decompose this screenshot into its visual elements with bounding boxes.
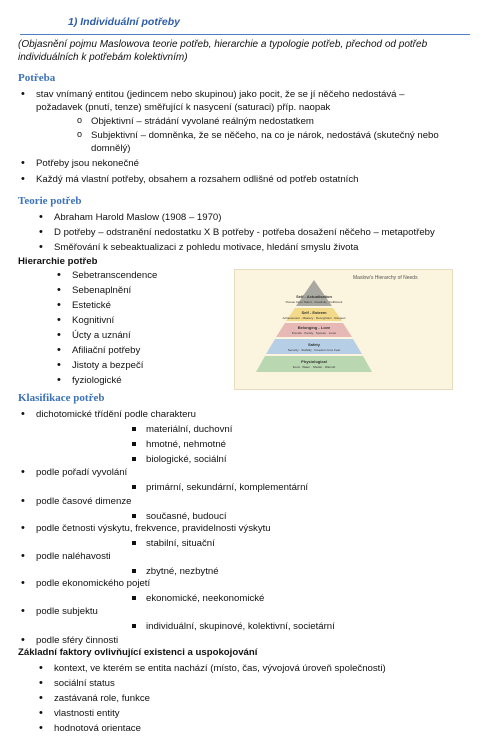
- section-title-bar: [20, 12, 470, 35]
- klasifikace-group: • podle ekonomického pojetí: [36, 577, 150, 590]
- pyramid-level-desc: Achievement · Mastery · Recognition · Respect: [282, 316, 346, 320]
- heading-faktory: Základní faktory ovlivňující existenci a uspokojování: [18, 647, 258, 658]
- klasifikace-subitem: primární, sekundární, komplementární: [146, 482, 309, 493]
- heading-potreba: Potřeba: [18, 72, 56, 84]
- hierarchie-item: • Sebetranscendence: [72, 269, 157, 282]
- hierarchie-item: • Afiliační potřeby: [72, 344, 140, 357]
- klasifikace-group: • podle pořadí vyvolání: [36, 466, 127, 479]
- klasifikace-group: • podle sféry činnosti: [36, 634, 118, 647]
- pyramid-level-desc: Pursue Inner Talent · Creativity · Fulfilment: [285, 300, 343, 304]
- klasifikace-group: • dichotomické třídění podle charakteru: [36, 408, 196, 421]
- hierarchie-item: • Úcty a uznání: [72, 329, 131, 342]
- section-title: 1) Individuální potřeby: [68, 16, 181, 28]
- hierarchie-item: • Kognitivní: [72, 314, 114, 327]
- pyramid-level-name: Self - Esteem: [301, 310, 327, 315]
- teorie-item: • Abraham Harold Maslow (1908 – 1970): [54, 211, 221, 224]
- klasifikace-subitem: biologické, sociální: [146, 454, 227, 465]
- faktory-item: • zastávaná role, funkce: [54, 692, 150, 705]
- bullet-potreba-1: • stav vnímaný entitou (jedincem nebo skupinou) jako pocit, že se jí něčeho nedostává –: [36, 88, 405, 101]
- klasifikace-group: • podle četnosti výskytu, frekvence, pravidelnosti výskytu: [36, 522, 271, 535]
- teorie-item: • D potřeby – odstranění nedostatku X B potřeby - potřeba dosažení něčeho – metapotřeby: [54, 226, 435, 239]
- bullet-potreba-2: • Potřeby jsou nekonečné: [36, 157, 139, 170]
- faktory-item: • kontext, ve kterém se entita nachází (místo, čas, vývojová úroveň společnosti): [54, 662, 386, 675]
- sub-bullet-subjektivni-cont: domnělý): [91, 143, 131, 154]
- faktory-item: • vlastnosti entity: [54, 707, 120, 720]
- pyramid-level-desc: Food · Water · Shelter · Warmth: [292, 365, 336, 369]
- hierarchie-item: • Jistoty a bezpečí: [72, 359, 143, 372]
- heading-hierarchie: Hierarchie potřeb: [18, 256, 98, 267]
- pyramid-level-name: Physiological: [301, 359, 327, 364]
- sub-bullet-objektivni: o Objektivní – strádání vyvolané reálným nedostatkem: [91, 115, 314, 128]
- bullet-potreba-3: • Každý má vlastní potřeby, obsahem a rozsahem odlišné od potřeb ostatních: [36, 173, 358, 186]
- maslow-pyramid-figure: [234, 269, 453, 390]
- klasifikace-subitem: zbytné, nezbytné: [146, 566, 219, 577]
- pyramid-graphic: [235, 270, 454, 391]
- faktory-item: • sociální status: [54, 677, 115, 690]
- hierarchie-item: • Estetické: [72, 299, 111, 312]
- klasifikace-group: • podle časové dimenze: [36, 495, 131, 508]
- klasifikace-subitem: současné, budoucí: [146, 511, 227, 522]
- hierarchie-item: • fyziologické: [72, 374, 122, 387]
- klasifikace-subitem: stabilní, situační: [146, 538, 215, 549]
- klasifikace-subitem: materiální, duchovní: [146, 424, 233, 435]
- klasifikace-group: • podle subjektu: [36, 605, 98, 618]
- faktory-item: • hodnotová orientace: [54, 722, 141, 735]
- pyramid-level-name: Self - Actualisation: [296, 294, 332, 299]
- klasifikace-subitem: ekonomické, neekonomické: [146, 593, 265, 604]
- klasifikace-subitem: individuální, skupinové, kolektivní, societární: [146, 621, 335, 632]
- sub-bullet-subjektivni: o Subjektivní – domněnka, že se něčeho, na co je nárok, nedostává (skutečný nebo: [91, 129, 439, 142]
- pyramid-title: Maslow's Hierarchy of Needs: [353, 275, 418, 281]
- hierarchie-item: • Sebenaplnění: [72, 284, 131, 297]
- heading-teorie: Teorie potřeb: [18, 195, 82, 207]
- pyramid-level-name: Safety: [307, 342, 321, 347]
- teorie-item: • Směřování k sebeaktualizaci z pohledu motivace, hledání smyslu života: [54, 241, 359, 254]
- pyramid-level-desc: Security · Stability · Freedom from Fear: [287, 348, 341, 352]
- intro-paragraph: (Objasnění pojmu Maslowova teorie potřeb, hierarchie a typologie potřeb, přechod od potřeb individuálních k potřebám kolektivním): [18, 39, 428, 63]
- pyramid-level-desc: Friends · Family · Spouse · Lover: [291, 331, 337, 335]
- pyramid-level-name: Belonging - Love: [297, 325, 331, 330]
- klasifikace-group: • podle naléhavosti: [36, 550, 111, 563]
- heading-klasifikace: Klasifikace potřeb: [18, 392, 105, 404]
- bullet-potreba-1-cont: požadavek (pnutí, tenze) směřující k nasycení (saturaci) příp. naopak: [36, 102, 331, 113]
- klasifikace-subitem: hmotné, nehmotné: [146, 439, 227, 450]
